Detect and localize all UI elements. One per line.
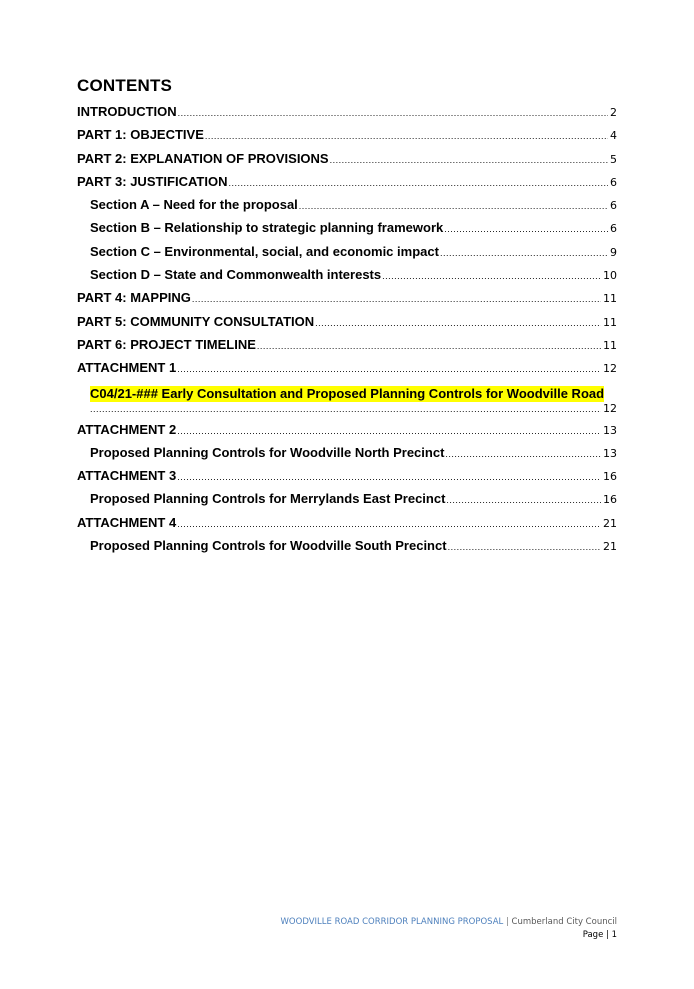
toc-page-number: 11 bbox=[603, 292, 617, 306]
dot-leader bbox=[177, 426, 601, 436]
toc-page-number: 6 bbox=[610, 175, 617, 189]
toc-entry-attachment-4[interactable] bbox=[77, 515, 617, 538]
toc-page-number: 16 bbox=[603, 493, 617, 507]
toc-entry-title: ATTACHMENT 2 bbox=[77, 421, 177, 437]
toc-page-number: 13 bbox=[603, 423, 617, 437]
toc-entry-section-d[interactable] bbox=[77, 267, 617, 290]
toc-entry-title: PART 4: MAPPING bbox=[77, 290, 191, 306]
toc-entry-section-a[interactable] bbox=[77, 197, 617, 220]
toc-entry-title: PART 2: EXPLANATION OF PROVISIONS bbox=[77, 150, 329, 166]
toc-page-number: 5 bbox=[610, 152, 617, 166]
dot-leader bbox=[90, 404, 601, 414]
toc-page-number: 11 bbox=[603, 315, 617, 329]
toc-page-number: 12 bbox=[603, 362, 617, 376]
toc-entry-title: ATTACHMENT 4 bbox=[77, 514, 177, 530]
footer-council-name: Cumberland City Council bbox=[511, 917, 617, 927]
toc-entry-part-4[interactable] bbox=[77, 290, 617, 313]
toc-page-number: 16 bbox=[603, 470, 617, 484]
toc-entry-title: Section C – Environmental, social, and economic impact bbox=[90, 243, 439, 259]
toc-entry-title: Proposed Planning Controls for Woodville South Precinct bbox=[90, 538, 447, 554]
toc-entry-title: Section A – Need for the proposal bbox=[90, 197, 298, 213]
footer-page-separator: | bbox=[606, 930, 609, 940]
toc-page-number: 2 bbox=[610, 106, 617, 119]
toc-entry-merrylands-east[interactable] bbox=[77, 491, 617, 514]
toc-page-number: 21 bbox=[603, 516, 617, 530]
dot-leader bbox=[228, 178, 608, 188]
footer-page-number: 1 bbox=[611, 930, 617, 940]
toc-entry-attachment-1-item[interactable] bbox=[77, 384, 617, 422]
toc-entry-woodville-north[interactable] bbox=[77, 445, 617, 468]
dot-leader bbox=[446, 495, 601, 505]
toc-entry-part-5[interactable] bbox=[77, 314, 617, 337]
footer-separator: | bbox=[505, 917, 509, 927]
footer-document-title: WOODVILLE ROAD CORRIDOR PLANNING PROPOSAL bbox=[280, 917, 504, 927]
toc-entry-title: ATTACHMENT 1 bbox=[77, 360, 177, 376]
toc-entry-section-b[interactable] bbox=[77, 220, 617, 243]
toc-entry-attachment-2[interactable] bbox=[77, 422, 617, 445]
toc-page-number: 12 bbox=[603, 401, 617, 415]
contents-heading: CONTENTS bbox=[77, 76, 173, 95]
toc-entry-woodville-south[interactable] bbox=[77, 538, 617, 561]
toc-page-number: 13 bbox=[603, 446, 617, 460]
footer-page-line bbox=[281, 929, 617, 942]
toc-entry-introduction[interactable] bbox=[77, 104, 617, 127]
toc-entry-part-1[interactable] bbox=[77, 127, 617, 150]
toc-entry-title: PART 3: JUSTIFICATION bbox=[77, 173, 228, 189]
toc-entry-title: INTRODUCTION bbox=[77, 104, 177, 119]
toc-entry-title: ATTACHMENT 3 bbox=[77, 468, 177, 484]
toc-entry-title: Section B – Relationship to strategic planning framework bbox=[90, 220, 444, 236]
toc-page-number: 4 bbox=[610, 129, 617, 143]
toc-entry-title: Proposed Planning Controls for Merrylands East Precinct bbox=[90, 491, 446, 507]
toc-entry-title: Section D – State and Commonwealth interests bbox=[90, 267, 382, 283]
toc-page-number: 10 bbox=[603, 269, 617, 283]
toc-entry-attachment-3[interactable] bbox=[77, 468, 617, 491]
toc-page-number: 21 bbox=[603, 540, 617, 554]
dot-leader bbox=[315, 318, 601, 328]
dot-leader bbox=[177, 472, 601, 482]
toc-entry-part-2[interactable] bbox=[77, 151, 617, 174]
dot-leader bbox=[178, 108, 608, 118]
toc-entry-title: PART 5: COMMUNITY CONSULTATION bbox=[77, 313, 315, 329]
toc-page-number: 6 bbox=[610, 222, 617, 236]
toc-entry-section-c[interactable] bbox=[77, 244, 617, 267]
dot-leader bbox=[440, 248, 608, 258]
toc-entry-title: Proposed Planning Controls for Woodville North Precinct bbox=[90, 444, 445, 460]
toc-page-number: 9 bbox=[610, 245, 617, 259]
dot-leader bbox=[448, 542, 601, 552]
toc-entry-part-3[interactable] bbox=[77, 174, 617, 197]
toc-entry-title: PART 1: OBJECTIVE bbox=[77, 127, 204, 143]
dot-leader bbox=[444, 224, 608, 234]
dot-leader bbox=[330, 155, 608, 165]
toc-page-number: 6 bbox=[610, 199, 617, 213]
toc-entry-attachment-1[interactable] bbox=[77, 360, 617, 383]
dot-leader bbox=[177, 519, 601, 529]
dot-leader bbox=[192, 294, 601, 304]
toc-page-number: 11 bbox=[603, 338, 617, 352]
toc-entry-title: PART 6: PROJECT TIMELINE bbox=[77, 336, 256, 352]
dot-leader bbox=[382, 271, 601, 281]
table-of-contents bbox=[77, 104, 617, 561]
page-footer bbox=[281, 916, 617, 942]
dot-leader bbox=[299, 201, 608, 211]
footer-document-line bbox=[281, 916, 617, 929]
dot-leader bbox=[257, 341, 601, 351]
toc-entry-part-6[interactable] bbox=[77, 337, 617, 360]
toc-entry-title-highlighted: C04/21-### Early Consultation and Proposed Planning Controls for Woodville Road bbox=[90, 385, 605, 401]
footer-page-label: Page bbox=[582, 930, 604, 940]
dot-leader bbox=[205, 131, 608, 141]
dot-leader bbox=[445, 449, 601, 459]
dot-leader bbox=[177, 364, 601, 374]
